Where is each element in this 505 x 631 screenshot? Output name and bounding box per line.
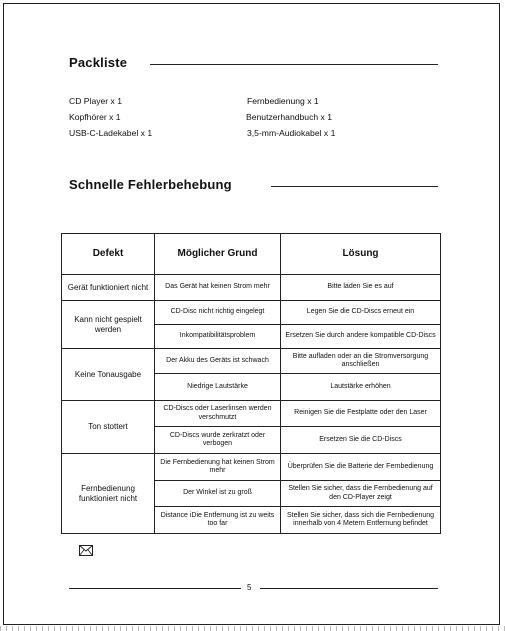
- grund-cell: Das Gerät hat keinen Strom mehr: [155, 275, 281, 301]
- footer-rule-left: [69, 588, 241, 589]
- footer-rule-right: [260, 588, 438, 589]
- grund-cell: CD-Discs wurde zerkratzt oder verbogen: [155, 427, 281, 454]
- grund-cell: Die Fernbedienung hat keinen Strom mehr: [155, 454, 281, 481]
- defekt-cell: Keine Tonausgabe: [62, 349, 155, 401]
- grund-cell: Distance iDie Entfernung ist zu weits too far: [155, 507, 281, 534]
- defekt-cell: Ton stottert: [62, 401, 155, 454]
- grund-cell: Niedrige Lautstärke: [155, 374, 281, 401]
- loesung-cell: Stellen Sie sicher, dass sich die Fernbedienung innerhalb von 4 Metern Entfernung befindet: [281, 507, 441, 534]
- loesung-cell: Bitte laden Sie es auf: [281, 275, 441, 301]
- pack-item: 3,5-mm-Audiokabel x 1: [247, 128, 336, 138]
- table-row: [62, 401, 441, 427]
- pack-item: Kopfhörer x 1: [69, 112, 121, 122]
- table-row: [62, 301, 441, 325]
- grund-cell: Der Winkel ist zu groß: [155, 481, 281, 507]
- loesung-cell: Stellen Sie sicher, dass die Fernbedienung auf den CD-Player zeigt: [281, 481, 441, 507]
- header-loesung: Lösung: [281, 234, 441, 275]
- grund-cell: Inkompatibilitätsproblem: [155, 325, 281, 349]
- loesung-cell: Reinigen Sie die Festplatte oder den Laser: [281, 401, 441, 427]
- table-row: [62, 454, 441, 481]
- header-defekt: Defekt: [62, 234, 155, 275]
- grund-cell: CD-Disc nicht richtig eingelegt: [155, 301, 281, 325]
- packliste-title: Packliste: [69, 55, 128, 70]
- loesung-cell: Bitte aufladen oder an die Stromversorgung anschließen: [281, 349, 441, 374]
- pack-item: Fernbedienung x 1: [247, 96, 319, 106]
- header-grund: Möglicher Grund: [155, 234, 281, 275]
- pack-item: USB-C-Ladekabel x 1: [69, 128, 153, 138]
- packliste-rule: [150, 64, 438, 65]
- grund-cell: Der Akku des Geräts ist schwach: [155, 349, 281, 374]
- grund-cell: CD-Discs oder Laserlinsen werden verschmutzt: [155, 401, 281, 427]
- loesung-cell: Überprüfen Sie die Batterie der Fernbedienung: [281, 454, 441, 481]
- page-number: 5: [247, 583, 252, 592]
- fehler-rule: [271, 186, 438, 187]
- table-row: [62, 349, 441, 374]
- defekt-cell: Kann nicht gespielt werden: [62, 301, 155, 349]
- table-row: [62, 275, 441, 301]
- envelope-icon: [79, 545, 93, 556]
- loesung-cell: Legen Sie die CD-Discs erneut ein: [281, 301, 441, 325]
- defekt-cell: Fernbedienung funktioniert nicht: [62, 454, 155, 534]
- pack-item: Benutzerhandbuch x 1: [246, 112, 333, 122]
- defekt-cell: Gerät funktioniert nicht: [62, 275, 155, 301]
- troubleshooting-table: [61, 233, 441, 534]
- loesung-cell: Ersetzen Sie durch andere kompatible CD-Discs: [281, 325, 441, 349]
- loesung-cell: Lautstärke erhöhen: [281, 374, 441, 401]
- fehler-title: Schnelle Fehlerbehebung: [69, 177, 232, 192]
- crop-marks: [0, 626, 505, 631]
- loesung-cell: Ersetzen Sie die CD-Discs: [281, 427, 441, 454]
- pack-item: CD Player x 1: [69, 96, 123, 106]
- table-header-row: [62, 234, 441, 275]
